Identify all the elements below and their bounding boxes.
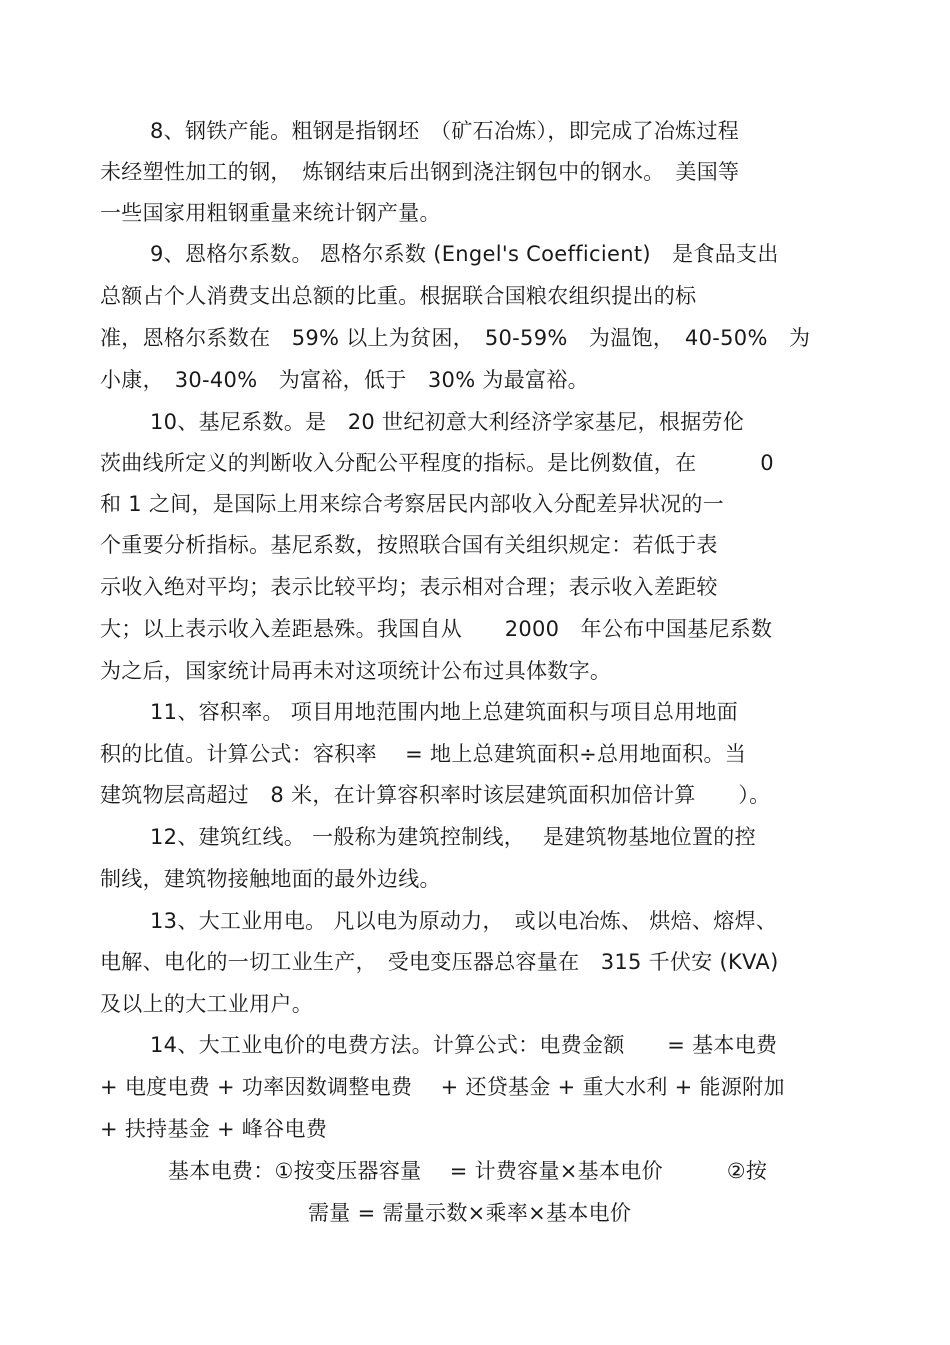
text-line: 小康， 30-40% 为富裕，低于 30% 为最富裕。 — [100, 368, 589, 392]
text-line: + 扶持基金 + 峰谷电费 — [100, 1117, 328, 1141]
text-line: 一些国家用粗钢重量来统计钢产量。 — [100, 201, 441, 225]
text-line: 9、恩格尔系数。 恩格尔系数 (Engel's Coefficient) 是食品支出 — [150, 242, 779, 266]
text-line: 11、容积率。 项目用地范围内地上总建筑面积与项目总用地面 — [150, 700, 739, 724]
text-line: 个重要分析指标。基尼系数，按照联合国有关组织规定：若低于表 — [100, 533, 718, 557]
text-line: 示收入绝对平均；表示比较平均；表示相对合理；表示收入差距较 — [100, 575, 718, 599]
text-line: + 电度电费 + 功率因数调整电费 + 还贷基金 + 重大水利 + 能源附加 — [100, 1075, 785, 1099]
text-line: 电解、电化的一切工业生产， 受电变压器总容量在 315 千伏安 (KVA) — [100, 950, 779, 974]
text-line: 基本电费：①按变压器容量 = 计费容量×基本电价 ②按 — [168, 1159, 768, 1183]
text-line: 建筑物层高超过 8 米，在计算容积率时该层建筑面积加倍计算 ）。 — [100, 783, 771, 807]
text-line: 大；以上表示收入差距悬殊。我国自从 2000 年公布中国基尼系数 — [100, 617, 773, 641]
text-line: 制线，建筑物接触地面的最外边线。 — [100, 867, 441, 891]
text-line: 未经塑性加工的钢， 炼钢结束后出钢到浇注钢包中的钢水。 美国等 — [100, 160, 740, 184]
text-line: 13、大工业用电。 凡以电为原动力， 或以电冶炼、 烘焙、熔焊、 — [150, 909, 778, 933]
text-line: 为之后，国家统计局再未对这项统计公布过具体数字。 — [100, 659, 612, 683]
text-line: 10、基尼系数。是 20 世纪初意大利经济学家基尼，根据劳伦 — [150, 410, 745, 434]
text-line: 12、建筑红线。 一般称为建筑控制线， 是建筑物基地位置的控 — [150, 825, 756, 849]
text-line: 积的比值。计算公式：容积率 = 地上总建筑面积÷总用地面积。当 — [100, 742, 747, 766]
text-line: 需量 = 需量示数×乘率×基本电价 — [308, 1201, 632, 1225]
text-line: 茨曲线所定义的判断收入分配公平程度的指标。是比例数值，在 0 — [100, 451, 774, 475]
text-line: 及以上的大工业用户。 — [100, 992, 313, 1016]
text-line: 总额占个人消费支出总额的比重。根据联合国粮农组织提出的标 — [100, 284, 697, 308]
text-line: 14、大工业电价的电费方法。计算公式：电费金额 = 基本电费 — [150, 1033, 778, 1057]
text-line: 和 1 之间，是国际上用来综合考察居民内部收入分配差异状况的一 — [100, 492, 725, 516]
text-line: 准，恩格尔系数在 59% 以上为贫困， 50-59% 为温饱， 40-50% 为 — [100, 326, 811, 350]
text-line: 8、钢铁产能。粗钢是指钢坯 （矿石冶炼），即完成了冶炼过程 — [150, 119, 740, 143]
